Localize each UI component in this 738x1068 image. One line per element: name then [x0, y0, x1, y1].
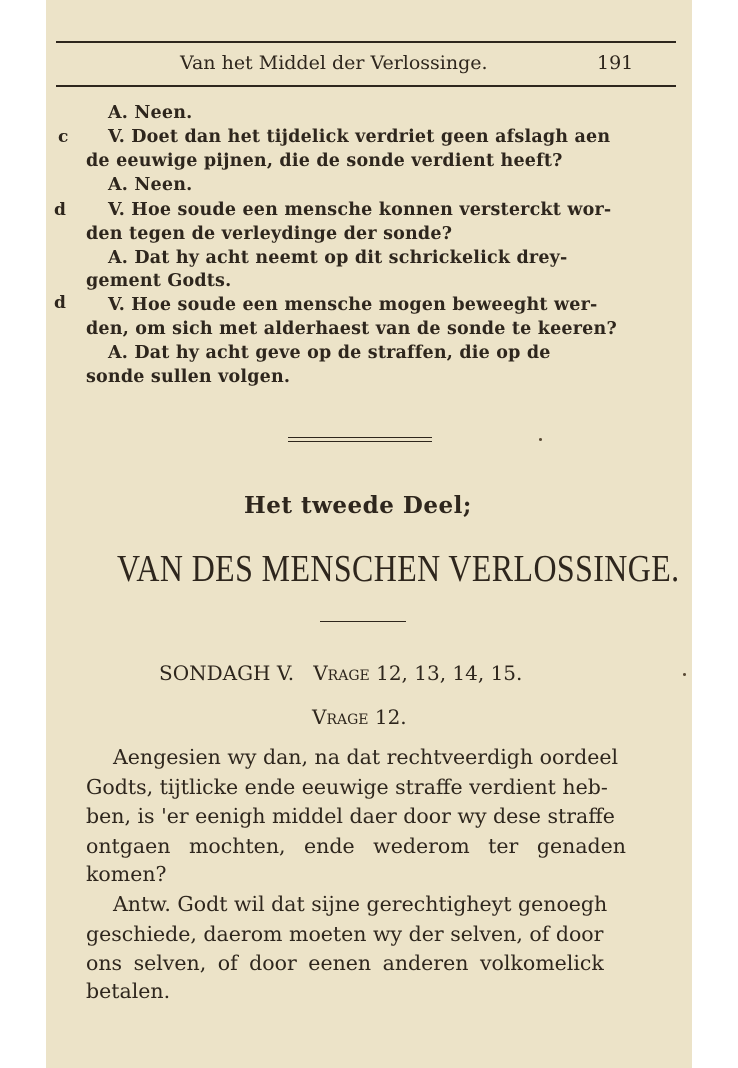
margin-mark: c — [58, 127, 69, 147]
page-number: 191 — [597, 52, 634, 74]
vrage-label: Vrage — [312, 705, 369, 729]
sondagh-heading — [159, 661, 522, 685]
question-line: komen? — [86, 862, 167, 886]
qa-line: A. Dat hy acht geve op de straffen, die op de — [108, 343, 551, 363]
section-divider — [288, 437, 432, 438]
answer-line: Antw. Godt wil dat sijne gerechtigheyt genoegh — [113, 892, 608, 916]
sondagh-lead: SONDAGH V. — [159, 661, 295, 685]
main-title: VAN DES MENSCHEN VERLOSSINGE. — [117, 548, 680, 590]
print-speck — [683, 673, 686, 676]
answer-line: ons selven, of door eenen anderen volkomelick — [86, 951, 604, 975]
qa-line: A. Neen. — [108, 103, 193, 123]
print-speck — [539, 438, 542, 441]
header-top-rule — [56, 41, 676, 43]
qa-line: den tegen de verleydinge der sonde? — [86, 224, 453, 244]
qa-line: V. Doet dan het tijdelick verdriet geen afslagh aen — [108, 127, 611, 147]
section-divider — [288, 441, 432, 442]
qa-line: A. Neen. — [108, 175, 193, 195]
sondagh-vrage-label: Vrage — [313, 661, 370, 685]
vrage-number: 12. — [374, 705, 407, 729]
running-title: Van het Middel der Verlossinge. — [180, 52, 488, 74]
margin-mark: d — [54, 293, 66, 313]
header-bottom-rule — [56, 85, 676, 87]
margin-mark: d — [54, 200, 66, 220]
book-page — [46, 0, 692, 1068]
question-line: Aengesien wy dan, na dat rechtveerdigh oordeel — [113, 745, 619, 769]
qa-line: de eeuwige pijnen, die de sonde verdient heeft? — [86, 151, 563, 171]
question-line: ontgaen mochten, ende wederom ter genaden — [86, 834, 627, 858]
title-rule — [320, 621, 406, 622]
answer-line: geschiede, daerom moeten wy der selven, of door — [86, 922, 604, 946]
question-line: Godts, tijtlicke ende eeuwige straffe verdient heb- — [86, 775, 608, 799]
qa-line: sonde sullen volgen. — [86, 367, 291, 387]
sondagh-vrage-numbers: 12, 13, 14, 15. — [376, 661, 523, 685]
qa-line: A. Dat hy acht neemt op dit schrickelick drey- — [108, 248, 568, 268]
answer-line: betalen. — [86, 979, 171, 1003]
qa-line: V. Hoe soude een mensche konnen versterckt wor- — [108, 200, 612, 220]
qa-line: gement Godts. — [86, 271, 232, 291]
vrage-heading — [312, 705, 407, 729]
question-line: ben, is 'er eenigh middel daer door wy dese straffe — [86, 804, 615, 828]
qa-line: V. Hoe soude een mensche mogen beweeght wer- — [108, 295, 598, 315]
part-title: Het tweede Deel; — [244, 492, 472, 519]
qa-line: den, om sich met alderhaest van de sonde te keeren? — [86, 319, 617, 339]
